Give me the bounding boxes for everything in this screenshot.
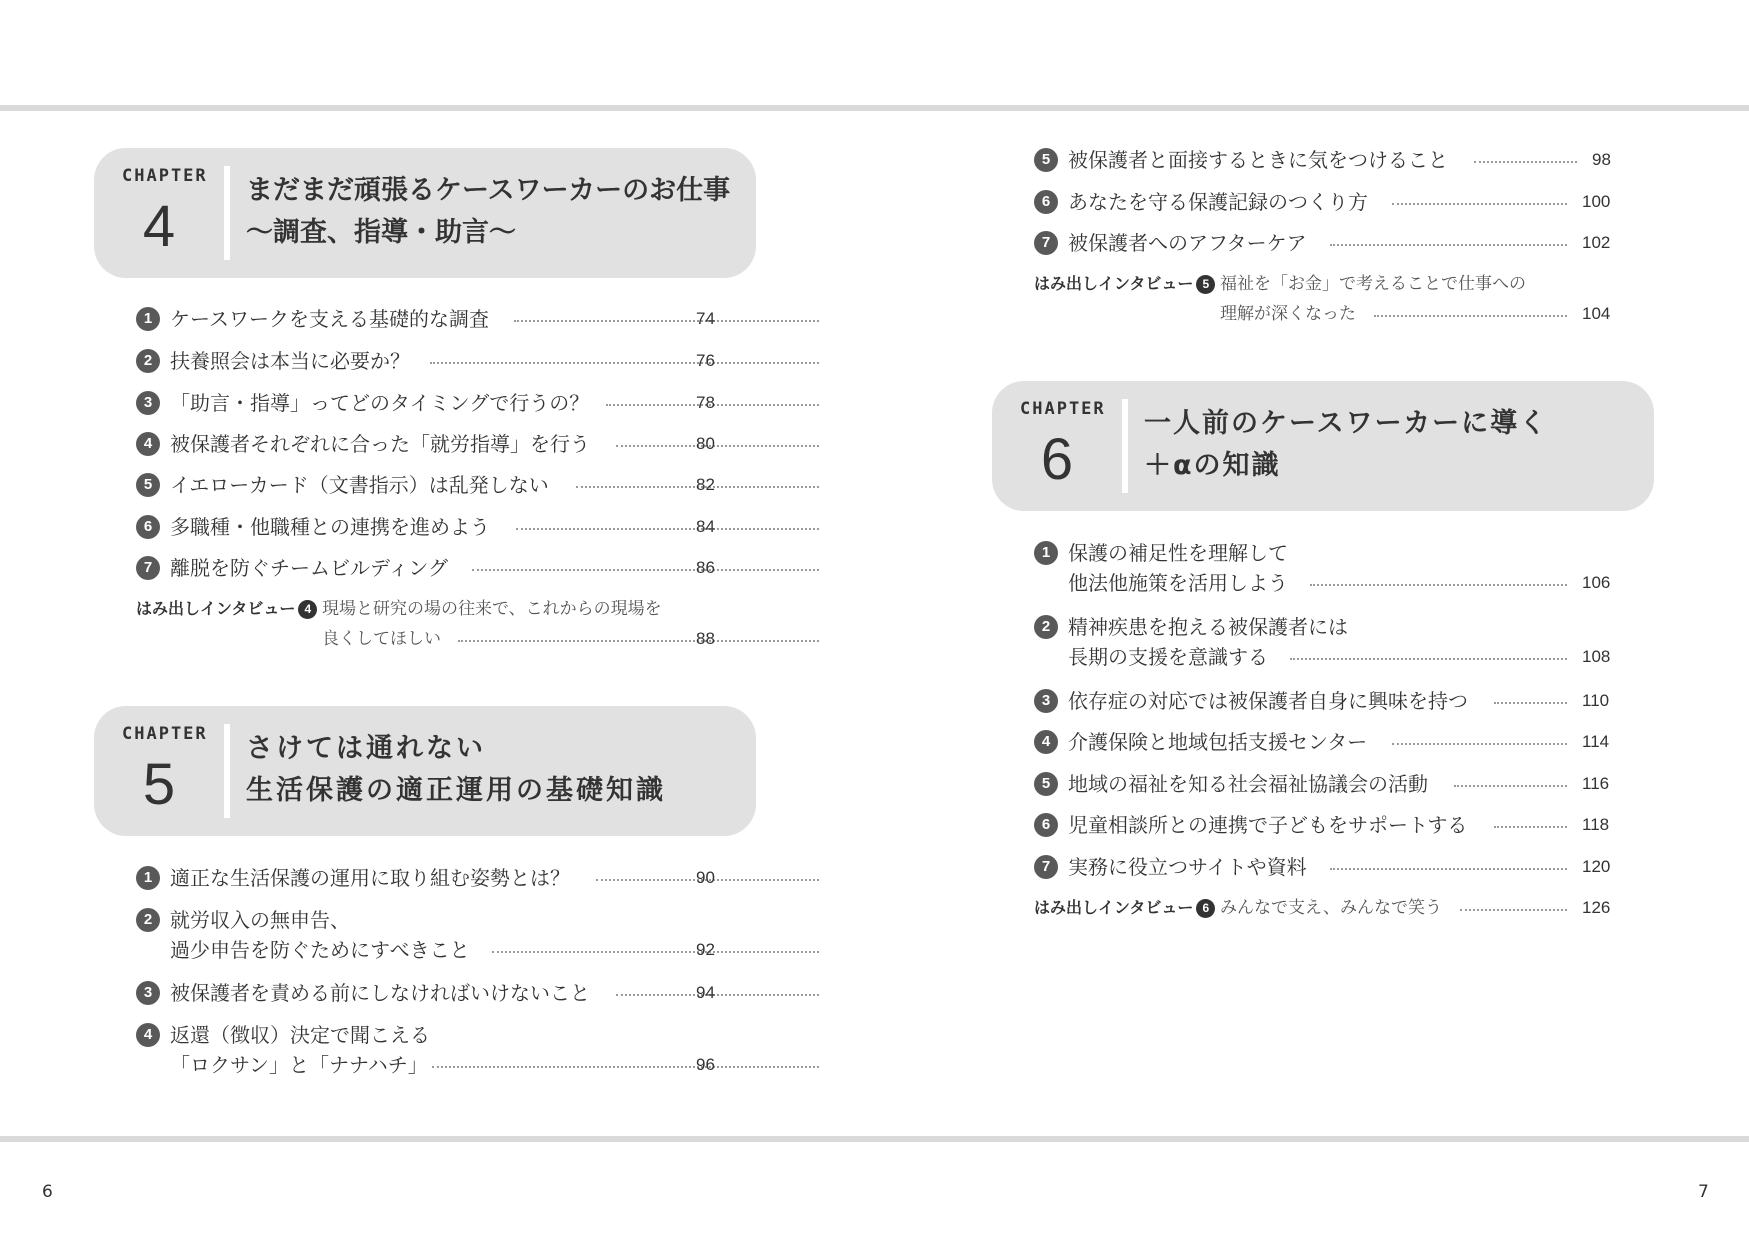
entry-number-badge: 1	[1034, 541, 1058, 565]
entry-number-badge: 7	[1034, 855, 1058, 879]
entry-number-badge: 5	[1034, 772, 1058, 796]
entry-number-badge: 2	[1034, 615, 1058, 639]
dot-leader	[1494, 826, 1567, 828]
toc-entry[interactable]	[1034, 612, 1614, 672]
entry-page: 114	[1582, 732, 1610, 751]
chapter-6-header	[992, 381, 1654, 511]
toc-entry[interactable]	[136, 978, 716, 1008]
chapter-number: 5	[142, 752, 176, 817]
entry-number-badge: 6	[136, 515, 160, 539]
chapter-5-header	[94, 706, 756, 836]
dot-leader	[432, 1066, 819, 1068]
entry-title: 介護保険と地域包括支援センター	[1068, 730, 1368, 754]
entry-page: 94	[696, 983, 715, 1002]
entry-page: 100	[1582, 192, 1611, 211]
chapter-title-line2: ＋αの知識	[1144, 450, 1281, 481]
entry-title-line2: 長期の支援を意識する	[1068, 645, 1268, 669]
toc-entry[interactable]	[136, 1020, 716, 1080]
interview-entry[interactable]	[1034, 893, 1614, 923]
entry-page: 76	[696, 351, 715, 370]
entry-number-badge: 2	[136, 908, 160, 932]
dot-leader	[1310, 584, 1567, 586]
toc-entry[interactable]	[136, 905, 716, 965]
chapter-divider	[1122, 399, 1128, 493]
entry-title: 保護の補足性を理解して	[1068, 541, 1288, 565]
entry-page: 90	[696, 868, 715, 887]
toc-entry[interactable]	[136, 470, 716, 500]
toc-entry[interactable]	[136, 863, 716, 893]
dot-leader	[458, 640, 819, 642]
dot-leader	[1330, 244, 1567, 246]
chapter-divider	[224, 166, 230, 260]
entry-page: 98	[1592, 150, 1611, 169]
chapter-title-line1: まだまだ頑張るケースワーカーのお仕事	[246, 175, 731, 206]
entry-page: 80	[696, 434, 715, 453]
entry-number-badge: 5	[136, 473, 160, 497]
dot-leader	[516, 528, 819, 530]
chapter-label: CHAPTER	[122, 166, 208, 186]
entry-number-badge: 3	[136, 981, 160, 1005]
toc-entry[interactable]	[1034, 686, 1614, 716]
interview-title-line1: みんなで支え、みんなで笑う	[1220, 898, 1443, 918]
entry-number-badge: 7	[1034, 231, 1058, 255]
entry-page: 84	[696, 517, 715, 536]
toc-entry[interactable]	[1034, 228, 1614, 258]
entry-title-line2: 他法他施策を活用しよう	[1068, 571, 1288, 595]
chapter-title	[1144, 403, 1644, 487]
entry-title: ケースワークを支える基礎的な調査	[170, 307, 489, 331]
dot-leader	[1392, 203, 1567, 205]
entry-title: 「助言・指導」ってどのタイミングで行うの？	[170, 391, 590, 415]
interview-label-text: はみ出しインタビュー	[1034, 274, 1194, 293]
entry-title: 依存症の対応では被保護者自身に興味を持つ	[1068, 689, 1468, 713]
dot-leader	[1290, 658, 1567, 660]
dot-leader	[1454, 785, 1567, 787]
toc-entry[interactable]	[1034, 727, 1614, 757]
dot-leader	[1330, 868, 1567, 870]
entry-number-badge: 4	[136, 432, 160, 456]
entry-page: 78	[696, 393, 715, 412]
chapter-number: 4	[142, 194, 176, 259]
dot-leader	[1494, 702, 1567, 704]
entry-page: 118	[1582, 815, 1610, 834]
toc-entry[interactable]	[1034, 187, 1614, 217]
entry-title-line2: 「ロクサン」と「ナナハチ」	[170, 1053, 428, 1077]
dot-leader	[1374, 315, 1567, 317]
dot-leader	[492, 951, 819, 953]
chapter-label: CHAPTER	[122, 724, 208, 744]
dot-leader	[472, 569, 819, 571]
entry-title: 精神疾患を抱える被保護者には	[1068, 615, 1348, 639]
entry-page: 86	[696, 558, 715, 577]
chapter-title	[246, 170, 746, 254]
chapter-title-line1: さけては通れない	[246, 733, 486, 764]
entry-number-badge: 5	[1034, 148, 1058, 172]
entry-page: 92	[696, 940, 715, 959]
interview-entry[interactable]	[136, 594, 716, 654]
page-number-right: 7	[1698, 1182, 1709, 1202]
entry-number-badge: 3	[136, 391, 160, 415]
chapter-title-line1: 一人前のケースワーカーに導く	[1144, 408, 1549, 439]
interview-entry[interactable]	[1034, 269, 1614, 329]
toc-entry[interactable]	[136, 512, 716, 542]
entry-page: 102	[1582, 233, 1611, 252]
entry-number-badge: 2	[136, 349, 160, 373]
toc-entry[interactable]	[136, 304, 716, 334]
interview-label	[136, 594, 317, 624]
entry-title: 被保護者を責める前にしなければいけないこと	[170, 981, 590, 1005]
toc-entry[interactable]	[1034, 852, 1614, 882]
toc-entry[interactable]	[136, 429, 716, 459]
entry-number-badge: 3	[1034, 689, 1058, 713]
interview-title-line2: 理解が深くなった	[1220, 304, 1356, 324]
toc-entry[interactable]	[1034, 810, 1614, 840]
entry-title-line2: 過少申告を防ぐためにすべきこと	[170, 938, 470, 962]
bottom-rule	[0, 1136, 1749, 1142]
interview-page: 88	[696, 629, 715, 648]
entry-number-badge: 4	[1034, 730, 1058, 754]
chapter-label: CHAPTER	[1020, 399, 1106, 419]
entry-page: 74	[696, 309, 715, 328]
entry-number-badge: 7	[136, 556, 160, 580]
entry-title: 被保護者と面接するときに気をつけること	[1068, 148, 1448, 172]
entry-title: 就労収入の無申告、	[170, 908, 350, 932]
interview-title-line1: 福祉を「お金」で考えることで仕事への	[1220, 274, 1526, 294]
entry-page: 82	[696, 475, 715, 494]
entry-page: 106	[1582, 573, 1611, 592]
interview-label-text: はみ出しインタビュー	[136, 599, 296, 618]
entry-title: 適正な生活保護の運用に取り組む姿勢とは？	[170, 866, 570, 890]
chapter-title-line2: 生活保護の適正運用の基礎知識	[246, 775, 666, 806]
interview-number-badge: 4	[298, 600, 317, 619]
entry-page: 120	[1582, 857, 1611, 876]
toc-entry[interactable]	[136, 388, 716, 418]
entry-number-badge: 1	[136, 866, 160, 890]
entry-number-badge: 6	[1034, 190, 1058, 214]
entry-page: 110	[1582, 691, 1610, 710]
interview-title-line2: 良くしてほしい	[322, 629, 441, 649]
toc-entry[interactable]	[1034, 769, 1614, 799]
toc-entry[interactable]	[1034, 538, 1614, 598]
dot-leader	[616, 994, 819, 996]
dot-leader	[430, 362, 819, 364]
dot-leader	[616, 445, 819, 447]
interview-page: 126	[1582, 898, 1611, 917]
interview-title-line1: 現場と研究の場の往来で、これからの現場を	[322, 599, 662, 619]
entry-page: 108	[1582, 647, 1611, 666]
dot-leader	[514, 320, 819, 322]
page-number-left: 6	[42, 1182, 53, 1202]
interview-page: 104	[1582, 304, 1611, 323]
entry-title: 返還（徴収）決定で聞こえる	[170, 1023, 430, 1047]
entry-title: 被保護者へのアフターケア	[1068, 231, 1307, 255]
toc-entry[interactable]	[136, 346, 716, 376]
chapter-title-line2: ～調査、指導・助言～	[246, 217, 516, 248]
entry-title: イエローカード（文書指示）は乱発しない	[170, 473, 549, 497]
interview-label	[1034, 269, 1215, 299]
dot-leader	[1460, 909, 1567, 911]
entry-title: 多職種・他職種との連携を進めよう	[170, 515, 490, 539]
entry-number-badge: 1	[136, 307, 160, 331]
toc-entry[interactable]	[136, 553, 716, 583]
chapter-number: 6	[1040, 427, 1074, 492]
entry-title: 実務に役立つサイトや資料	[1068, 855, 1307, 879]
interview-number-badge: 6	[1196, 899, 1215, 918]
entry-number-badge: 6	[1034, 813, 1058, 837]
entry-number-badge: 4	[136, 1023, 160, 1047]
dot-leader	[1474, 161, 1577, 163]
entry-title: 地域の福祉を知る社会福祉協議会の活動	[1068, 772, 1428, 796]
entry-page: 116	[1582, 774, 1610, 793]
chapter-title	[246, 728, 746, 812]
interview-number-badge: 5	[1196, 275, 1215, 294]
dot-leader	[1392, 743, 1567, 745]
entry-title: 扶養照会は本当に必要か？	[170, 349, 410, 373]
entry-title: 児童相談所との連携で子どもをサポートする	[1068, 813, 1468, 837]
entry-title: 被保護者それぞれに合った「就労指導」を行う	[170, 432, 590, 456]
chapter-4-header	[94, 148, 756, 278]
top-rule	[0, 105, 1749, 111]
interview-label-text: はみ出しインタビュー	[1034, 898, 1194, 917]
chapter-divider	[224, 724, 230, 818]
entry-page: 96	[696, 1055, 715, 1074]
entry-title: 離脱を防ぐチームビルディング	[170, 556, 448, 580]
entry-title: あなたを守る保護記録のつくり方	[1068, 190, 1368, 214]
toc-entry[interactable]	[1034, 145, 1614, 175]
interview-label	[1034, 893, 1215, 923]
